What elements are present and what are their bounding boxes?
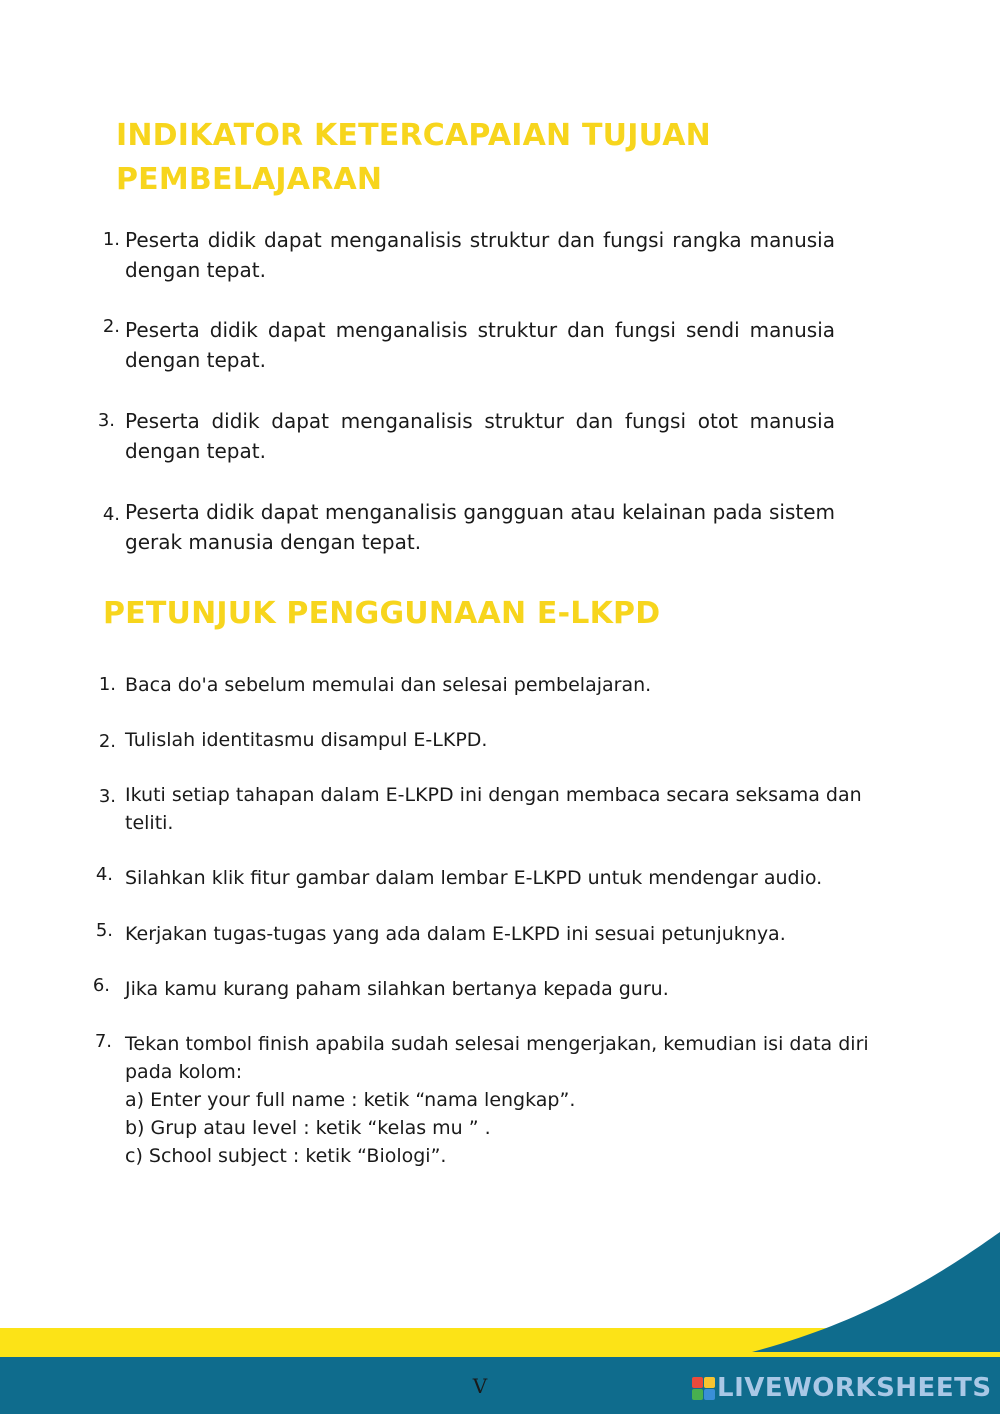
page-number: V xyxy=(472,1374,488,1398)
liveworksheets-logo xyxy=(692,1373,992,1403)
indikator-text: Peserta didik dapat menganalisis struktur dan fungsi otot manusia dengan tepat. xyxy=(125,409,835,463)
indikator-text: Peserta didik dapat menganalisis gangguan atau kelainan pada sistem gerak manusia dengan tepat. xyxy=(125,500,835,554)
petunjuk-text-block xyxy=(125,1030,870,1170)
petunjuk-number: 4. xyxy=(95,864,113,885)
liveworksheets-watermark: LIVEWORKSHEETS xyxy=(717,1373,992,1403)
petunjuk-number: 2. xyxy=(98,731,116,752)
indikator-number: 1. xyxy=(102,229,120,250)
petunjuk-subitem: b) Grup atau level : ketik “kelas mu ” . xyxy=(125,1117,491,1139)
petunjuk-title: PETUNJUK PENGGUNAAN E-LKPD xyxy=(103,596,661,631)
petunjuk-number: 3. xyxy=(98,786,116,807)
petunjuk-text: Silahkan klik fitur gambar dalam lembar E-LKPD untuk mendengar audio. xyxy=(125,867,823,889)
petunjuk-text: Baca do'a sebelum memulai dan selesai pembelajaran. xyxy=(125,674,652,696)
liveworksheets-icon xyxy=(692,1377,715,1400)
petunjuk-number: 7. xyxy=(94,1031,112,1052)
petunjuk-text: Tekan tombol finish apabila sudah selesai mengerjakan, kemudian isi data diri pada kolom: xyxy=(125,1033,869,1083)
indikator-text: Peserta didik dapat menganalisis struktur dan fungsi sendi manusia dengan tepat. xyxy=(125,318,835,372)
indikator-number: 4. xyxy=(102,504,120,525)
petunjuk-subitem: a) Enter your full name : ketik “nama lengkap”. xyxy=(125,1089,576,1111)
petunjuk-text: Tulislah identitasmu disampul E-LKPD. xyxy=(125,729,488,751)
indikator-text: Peserta didik dapat menganalisis struktur dan fungsi rangka manusia dengan tepat. xyxy=(125,228,835,282)
petunjuk-text: Ikuti setiap tahapan dalam E-LKPD ini dengan membaca secara seksama dan teliti. xyxy=(125,784,862,834)
indikator-number: 3. xyxy=(97,410,115,431)
petunjuk-text: Jika kamu kurang paham silahkan bertanya kepada guru. xyxy=(125,978,669,1000)
petunjuk-number: 1. xyxy=(98,674,116,695)
indikator-title: INDIKATOR KETERCAPAIAN TUJUAN PEMBELAJARAN xyxy=(116,118,711,197)
petunjuk-subitem: c) School subject : ketik “Biologi”. xyxy=(125,1145,447,1167)
petunjuk-number: 5. xyxy=(95,920,113,941)
indikator-number: 2. xyxy=(102,316,120,337)
petunjuk-number: 6. xyxy=(92,975,110,996)
petunjuk-text: Kerjakan tugas-tugas yang ada dalam E-LKPD ini sesuai petunjuknya. xyxy=(125,923,786,945)
